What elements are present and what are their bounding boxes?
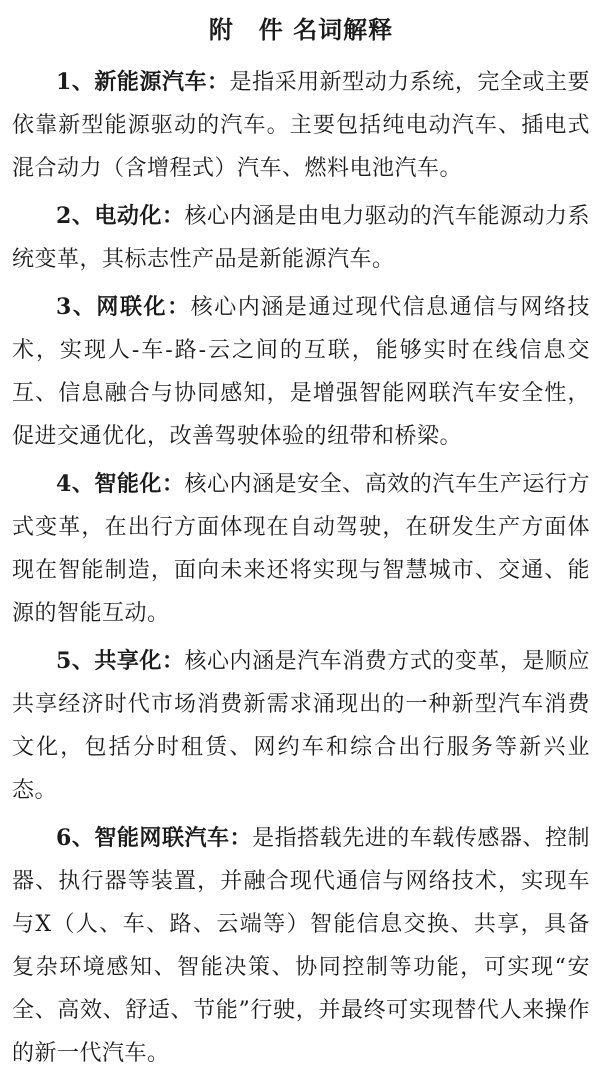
term-definition-new-energy-vehicle (12, 61, 590, 190)
term-body: 核心内涵是汽车消费方式的变革，是顺应共享经济时代市场消费新需求涌现出的一种新型汽车消费文化，包括分时租赁、网约车和综合出行服务等新兴业态。 (12, 649, 590, 803)
term-body: 核心内涵是安全、高效的汽车生产运行方式变革，在出行方面体现在自动驾驶，在研发生产方面体现在智能制造，面向未来还将实现与智慧城市、交通、能源的智能互动。 (12, 472, 590, 626)
term-body: 是指搭载先进的车载传感器、控制器、执行器等装置，并融合现代通信与网络技术，实现车与X（人、车、路、云端等）智能信息交换、共享，具备复杂环境感知、智能决策、协同控制等功能，可实现“安全、高效、舒适、节能”行驶，并最终可实现替代人来操作的新一代汽车。 (12, 826, 590, 1066)
term-label: 6、智能网联汽车： (56, 825, 253, 851)
term-definition-intelligence (12, 463, 590, 635)
term-label: 4、智能化： (56, 471, 185, 497)
term-definition-electrification (12, 195, 590, 281)
term-definition-connectivity (12, 286, 590, 458)
term-body: 核心内涵是由电力驱动的汽车能源动力系统变革，其标志性产品是新能源汽车。 (12, 204, 590, 272)
term-definition-sharing (12, 640, 590, 812)
term-label: 3、网联化： (56, 294, 191, 320)
term-label: 1、新能源汽车： (56, 69, 230, 95)
term-label: 2、电动化： (56, 203, 185, 229)
term-label: 5、共享化： (56, 648, 185, 674)
document-title: 附 件 名词解释 (208, 15, 394, 44)
term-body: 是指采用新型动力系统，完全或主要依靠新型能源驱动的汽车。主要包括纯电动汽车、插电式混合动力（含增程式）汽车、燃料电池汽车。 (12, 70, 590, 181)
term-definition-intelligent-connected-vehicle (12, 817, 590, 1075)
term-body: 核心内涵是通过现代信息通信与网络技术，实现人-车-路-云之间的互联，能够实时在线信息交互、信息融合与协同感知，是增强智能网联汽车安全性，促进交通优化，改善驾驶体验的纽带和桥梁。 (12, 295, 590, 449)
